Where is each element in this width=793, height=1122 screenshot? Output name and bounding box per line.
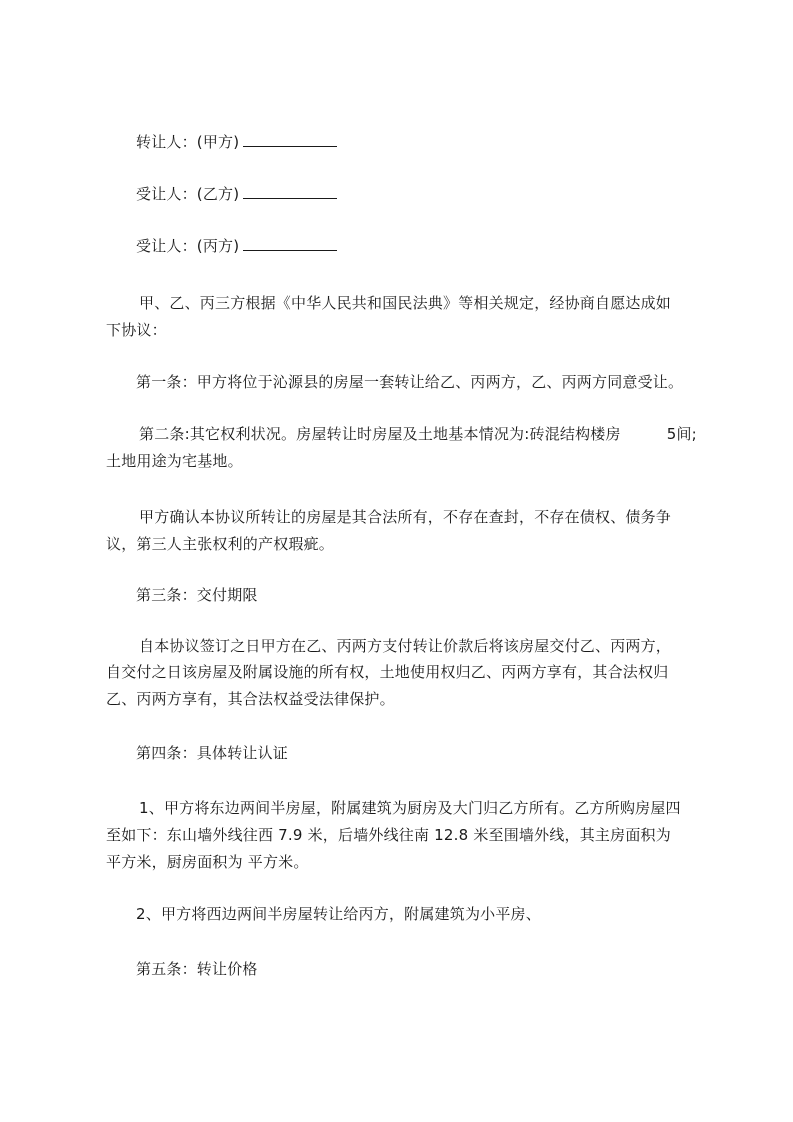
blank-underline: [243, 132, 337, 147]
article-2-rooms: 5间;: [666, 425, 697, 443]
party-transferee-c-label: 受让人：(丙方): [136, 237, 240, 255]
party-transferee-b: [136, 184, 337, 204]
article-3-body-3: 乙、丙两方享有，其合法权益受法律保护。: [106, 690, 395, 708]
article-3-title: 第三条：交付期限: [136, 586, 258, 604]
party-transferor-label: 转让人：(甲方): [136, 133, 240, 151]
article-1: 第一条：甲方将位于沁源县的房屋一套转让给乙、丙两方，乙、丙两方同意受让。: [136, 373, 684, 391]
blank-underline: [243, 236, 337, 251]
party-transferor: [136, 132, 337, 152]
article-2-line-2: 土地用途为宅基地。: [106, 452, 243, 470]
article-4-title: 第四条：具体转让认证: [136, 744, 289, 762]
article-2-text: 第二条:其它权利状况。房屋转让时房屋及土地基本情况为:砖混结构楼房: [139, 425, 621, 443]
confirm-line-2: 议，第三人主张权利的产权瑕疵。: [106, 535, 335, 553]
article-4-item-2: 2、甲方将西边两间半房屋转让给丙方，附属建筑为小平房、: [136, 905, 541, 923]
intro-line-2: 下协议：: [106, 321, 167, 339]
article-4-item-1-line-2: 至如下：东山墙外线往西 7.9 米，后墙外线往南 12.8 米至围墙外线，其主房面积为: [106, 826, 671, 844]
party-transferee-b-label: 受让人：(乙方): [136, 185, 240, 203]
article-3-body-1: 自本协议签订之日甲方在乙、丙两方支付转让价款后将该房屋交付乙、丙两方，: [139, 637, 672, 655]
article-4-item-1-line-3: 平方米，厨房面积为 平方米。: [106, 853, 309, 871]
article-2-line-1: [139, 424, 697, 444]
article-3-body-2: 自交付之日该房屋及附属设施的所有权，土地使用权归乙、丙两方享有，其合法权归: [106, 663, 669, 681]
confirm-line-1: 甲方确认本协议所转让的房屋是其合法所有，不存在查封，不存在债权、债务争: [139, 508, 672, 526]
party-transferee-c: [136, 236, 337, 256]
article-4-item-1-line-1: 1、甲方将东边两间半房屋，附属建筑为厨房及大门归乙方所有。乙方所购房屋四: [139, 799, 681, 817]
article-5-title: 第五条：转让价格: [136, 960, 258, 978]
blank-underline: [243, 184, 337, 199]
intro-line-1: 甲、乙、丙三方根据《中华人民共和国民法典》等相关规定，经协商自愿达成如: [139, 294, 672, 312]
